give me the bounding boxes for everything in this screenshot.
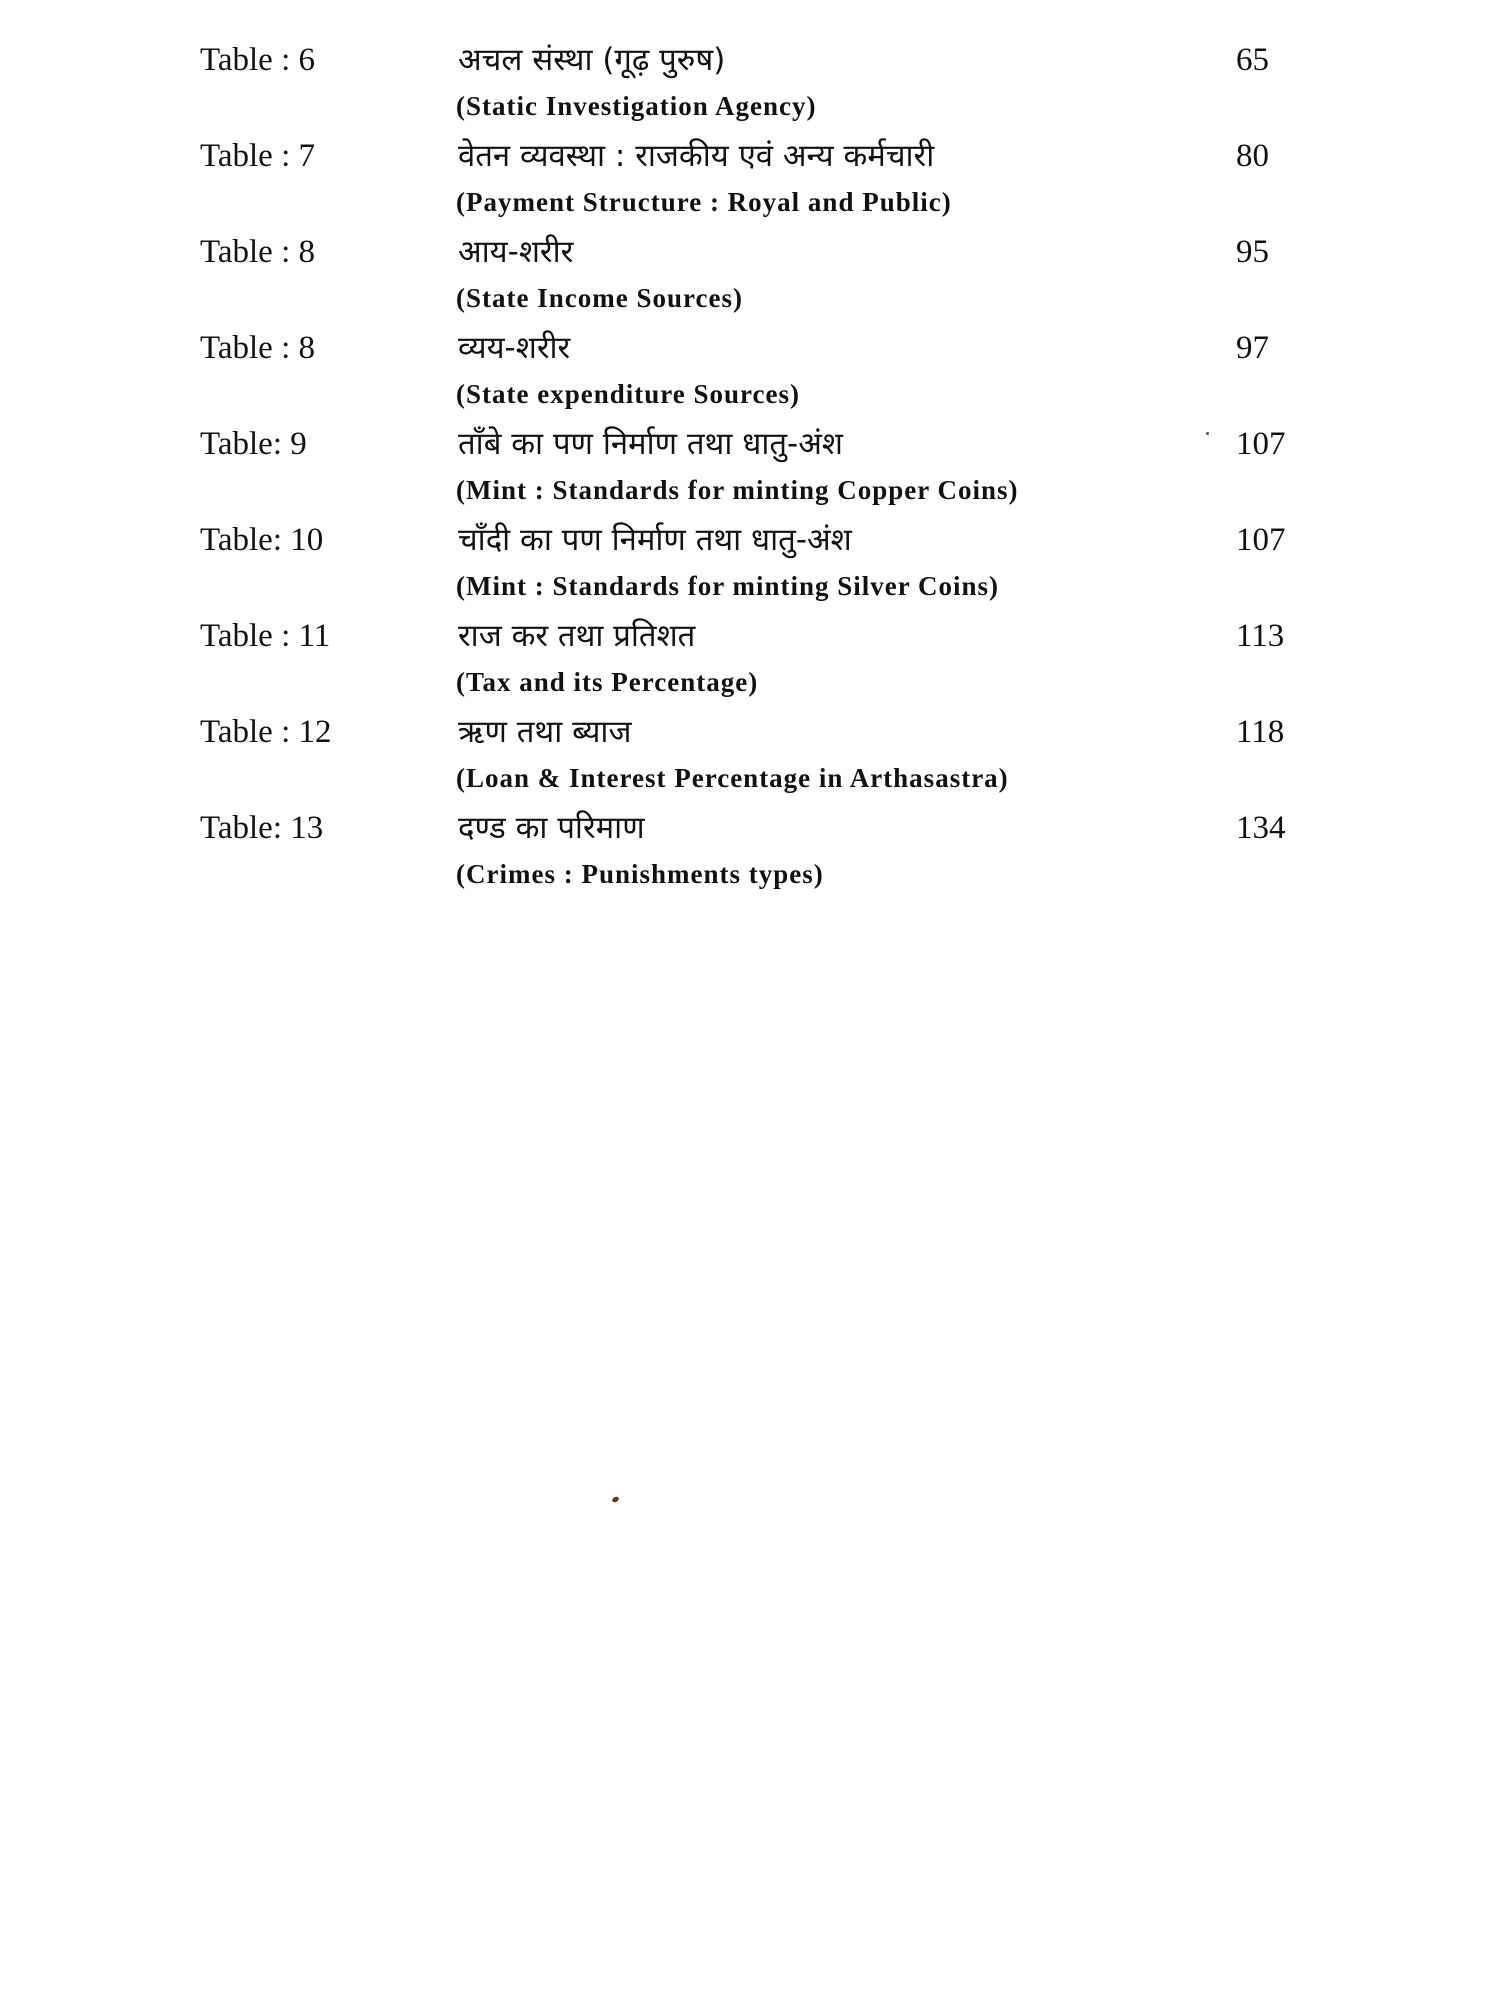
table-number-label: Table : 8 — [200, 234, 315, 270]
toc-entry — [0, 516, 1500, 612]
toc-entry — [0, 612, 1500, 708]
hindi-title: दण्ड का परिमाण — [458, 810, 645, 846]
hindi-title: व्यय-शरीर — [458, 330, 571, 366]
table-number-label: Table : 6 — [200, 42, 315, 78]
table-number-label: Table : 8 — [200, 330, 315, 366]
english-title: (Static Investigation Agency) — [456, 91, 817, 121]
hindi-title: राज कर तथा प्रतिशत — [458, 618, 696, 654]
page-number: 134 — [1236, 810, 1286, 846]
table-number-label: Table : 7 — [200, 138, 315, 174]
table-of-contents-list — [0, 36, 1500, 900]
page-number: 65 — [1236, 42, 1269, 78]
ink-speck — [611, 1496, 620, 1504]
page-number: 107 — [1236, 426, 1286, 462]
page-number: 80 — [1236, 138, 1269, 174]
hindi-title: चाँदी का पण निर्माण तथा धातु-अंश — [458, 522, 852, 558]
english-title: (Tax and its Percentage) — [456, 667, 759, 697]
english-title: (Payment Structure : Royal and Public) — [456, 187, 952, 217]
table-number-label: Table: 9 — [200, 426, 307, 462]
toc-entry — [0, 804, 1500, 900]
hindi-title: आय-शरीर — [458, 234, 574, 270]
toc-entry — [0, 708, 1500, 804]
page-number: 113 — [1236, 618, 1285, 654]
toc-entry — [0, 36, 1500, 132]
hindi-title: वेतन व्यवस्था : राजकीय एवं अन्य कर्मचारी — [458, 138, 935, 174]
english-title: (Mint : Standards for minting Silver Coins) — [456, 571, 1000, 601]
table-number-label: Table: 10 — [200, 522, 324, 558]
toc-entry — [0, 420, 1500, 516]
hindi-title: ऋण तथा ब्याज — [458, 714, 632, 750]
page-number: 95 — [1236, 234, 1269, 270]
hindi-title: ताँबे का पण निर्माण तथा धातु-अंश — [458, 426, 843, 462]
page-number: 97 — [1236, 330, 1269, 366]
page-number: 118 — [1236, 714, 1285, 750]
toc-entry — [0, 228, 1500, 324]
english-title: (State expenditure Sources) — [456, 379, 800, 409]
table-number-label: Table : 11 — [200, 618, 331, 654]
table-number-label: Table : 12 — [200, 714, 332, 750]
toc-entry — [0, 132, 1500, 228]
english-title: (Loan & Interest Percentage in Arthasastra) — [456, 763, 1009, 793]
hindi-title: अचल संस्था (गूढ़ पुरुष) — [458, 42, 726, 78]
toc-entry — [0, 324, 1500, 420]
ink-speck — [1206, 432, 1209, 435]
english-title: (Mint : Standards for minting Copper Coins) — [456, 475, 1019, 505]
english-title: (State Income Sources) — [456, 283, 743, 313]
page-number: 107 — [1236, 522, 1286, 558]
english-title: (Crimes : Punishments types) — [456, 859, 824, 889]
table-number-label: Table: 13 — [200, 810, 324, 846]
